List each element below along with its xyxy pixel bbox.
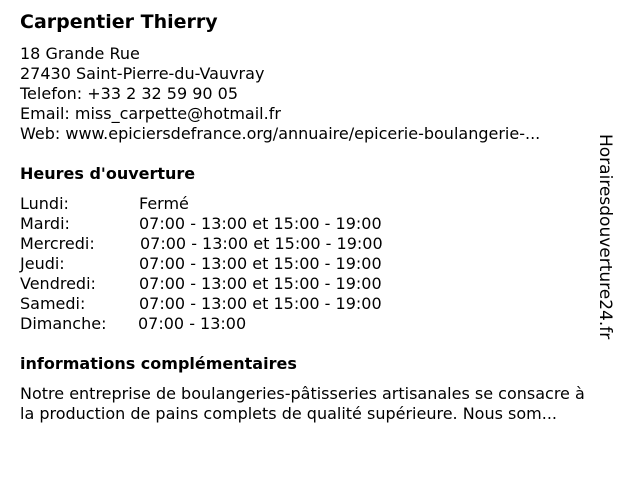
website-link[interactable]: Web: www.epiciersdefrance.org/annuaire/epicerie-boulangerie-...: [20, 124, 541, 143]
address-line-2: 27430 Saint-Pierre-du-Vauvray: [20, 64, 265, 83]
info-title: informations complémentaires: [20, 354, 297, 373]
hours-day-label: Mardi:: [20, 214, 70, 233]
hours-time-value: 07:00 - 13:00: [138, 314, 247, 333]
hours-time-value: 07:00 - 13:00 et 15:00 - 19:00: [139, 274, 382, 293]
description-line-1: Notre entreprise de boulangeries-pâtisseries artisanales se consacre à: [20, 384, 585, 403]
hours-title: Heures d'ouverture: [20, 164, 196, 183]
hours-day-label: Vendredi:: [20, 274, 96, 293]
email-address: Email: miss_carpette@hotmail.fr: [20, 104, 281, 123]
hours-day-label: Lundi:: [20, 194, 69, 213]
description-line-2: la production de pains complets de qualité supérieure. Nous som...: [20, 404, 557, 423]
watermark-text: Horairesdouverture24.fr: [595, 134, 615, 340]
site-watermark: [595, 134, 636, 344]
hours-day-label: Samedi:: [20, 294, 86, 313]
hours-time-value: 07:00 - 13:00 et 15:00 - 19:00: [139, 214, 382, 233]
phone-number: Telefon: +33 2 32 59 90 05: [20, 84, 239, 103]
hours-day-label: Mercredi:: [20, 234, 95, 253]
hours-time-value: 07:00 - 13:00 et 15:00 - 19:00: [139, 254, 382, 273]
hours-time-value: 07:00 - 13:00 et 15:00 - 19:00: [139, 294, 382, 313]
hours-day-label: Dimanche:: [20, 314, 107, 333]
address-line-1: 18 Grande Rue: [20, 44, 140, 63]
hours-day-label: Jeudi:: [20, 254, 65, 273]
business-name: Carpentier Thierry: [20, 11, 218, 33]
hours-time-value: 07:00 - 13:00 et 15:00 - 19:00: [140, 234, 383, 253]
hours-time-value: Fermé: [139, 194, 189, 213]
